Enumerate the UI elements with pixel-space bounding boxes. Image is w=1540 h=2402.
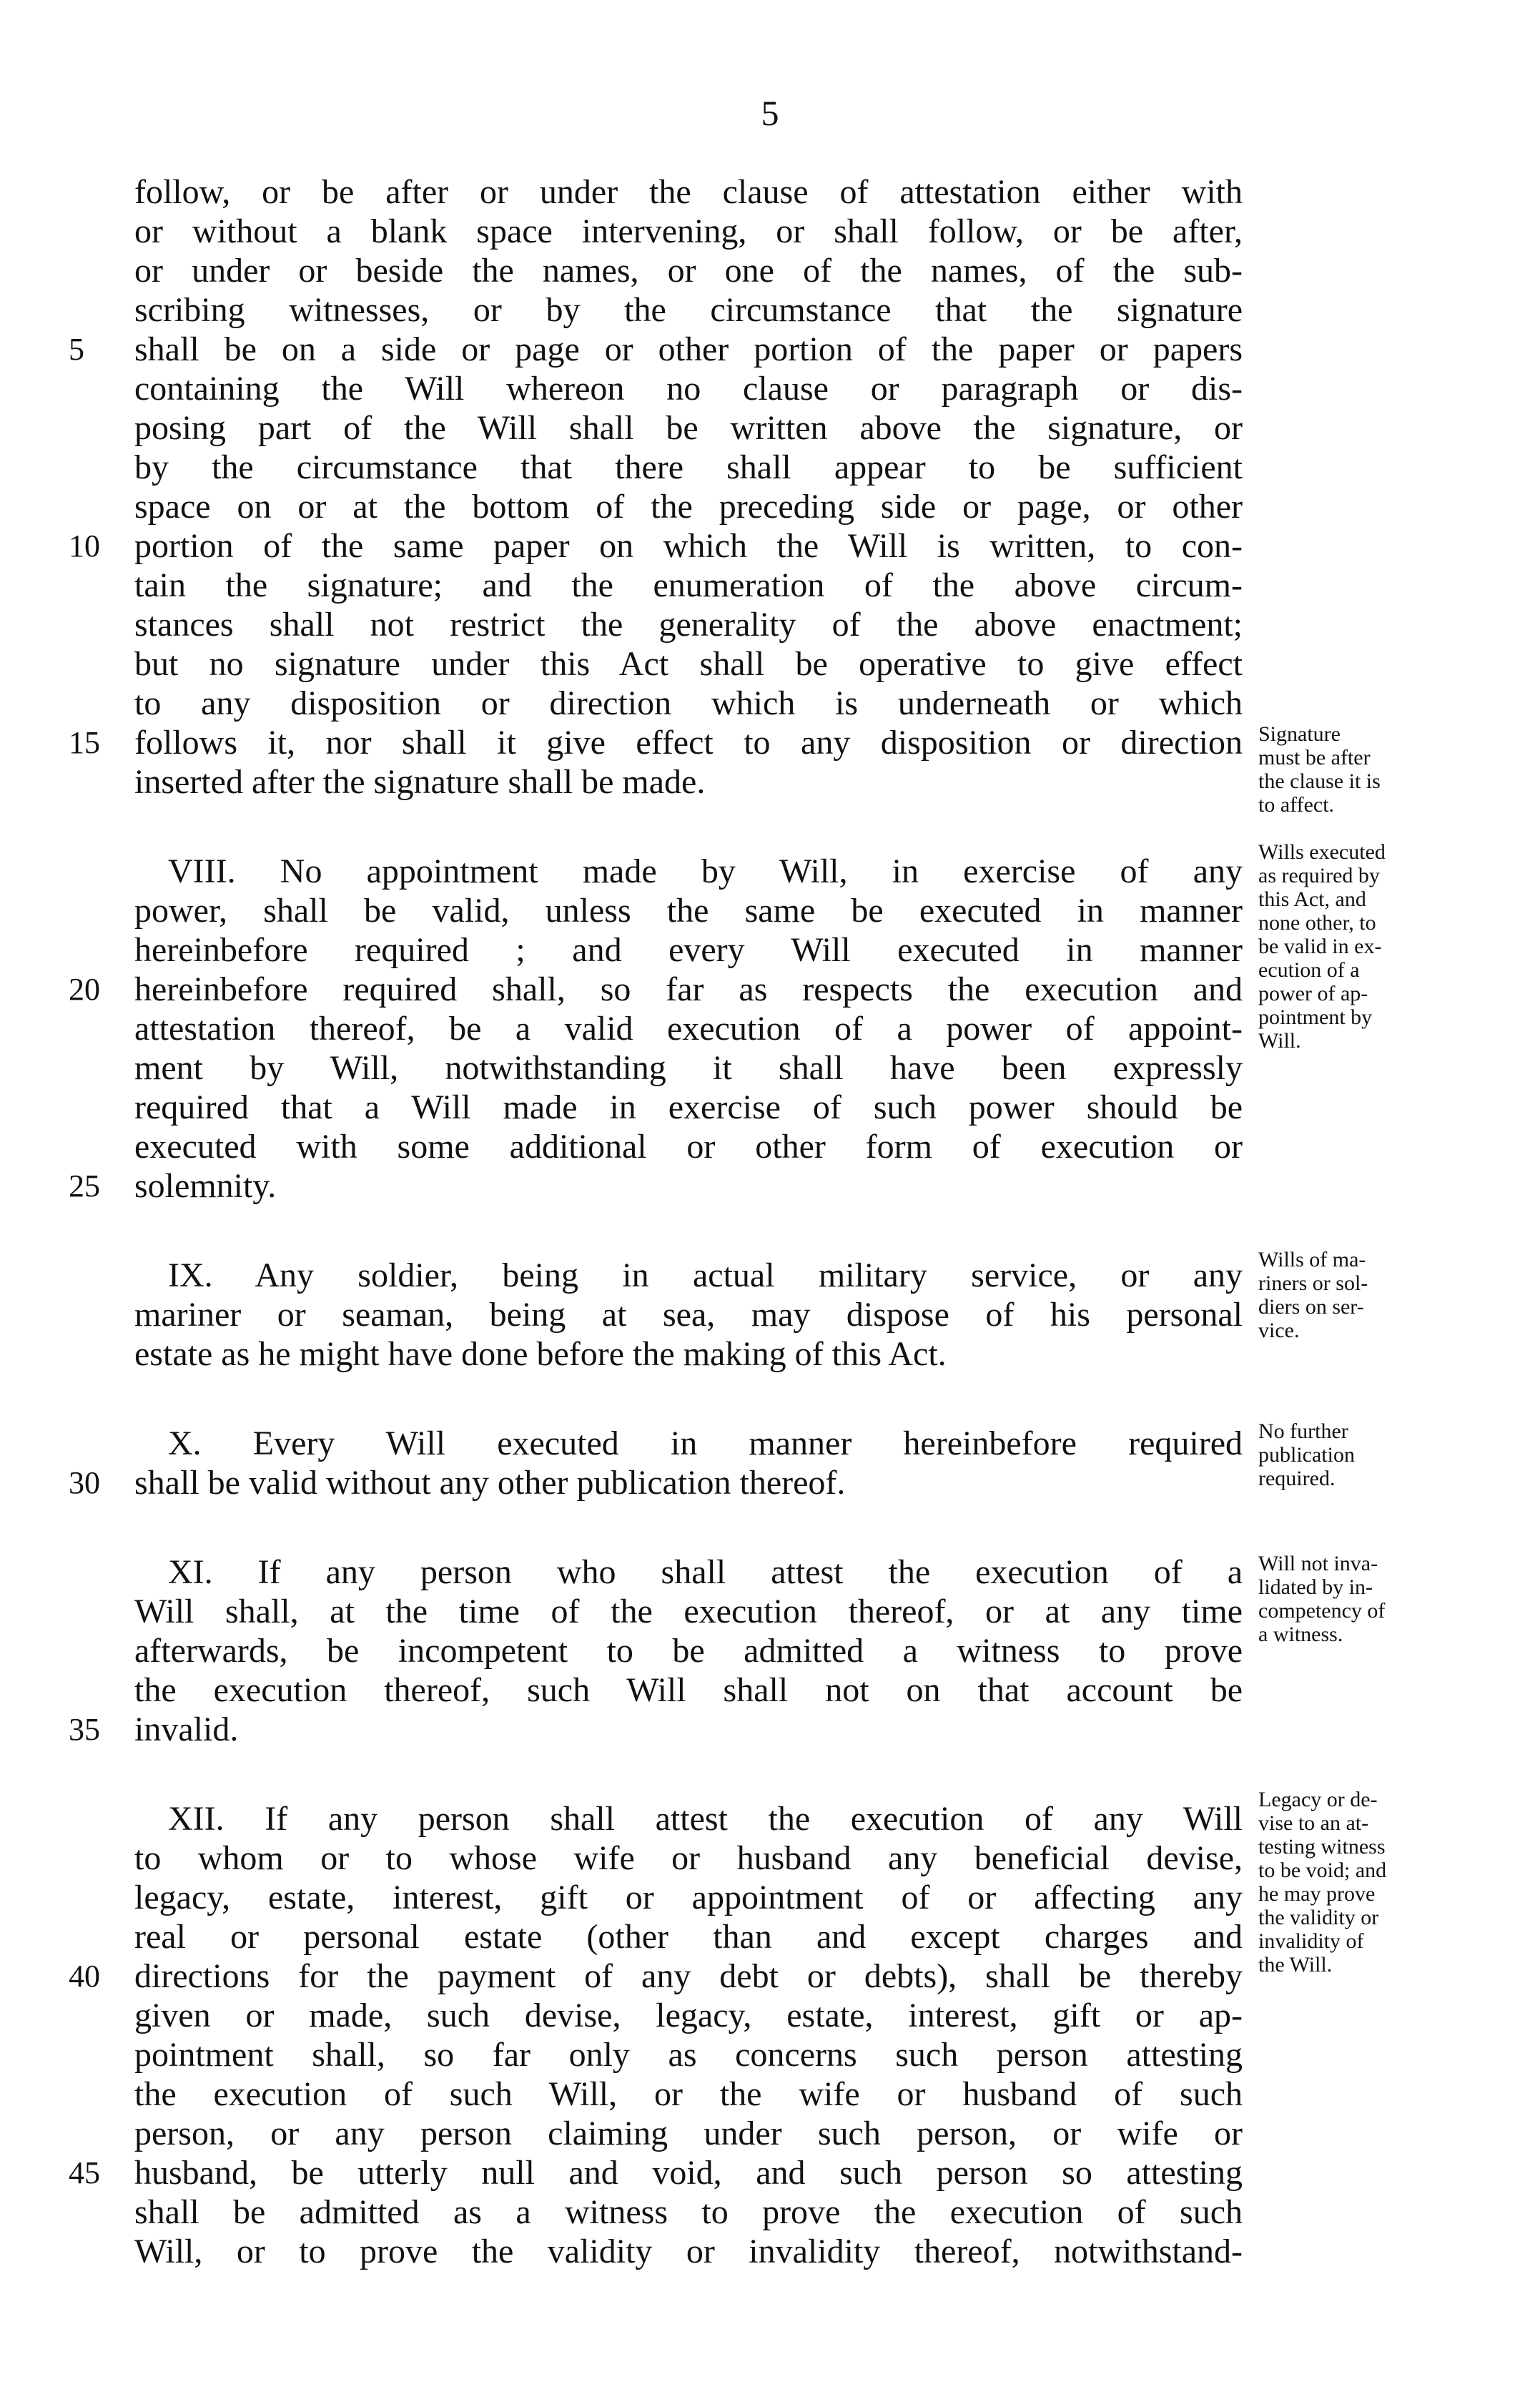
- margin-note: [1258, 722, 1473, 817]
- text-line: stances shall not restrict the generality of the above enactment;: [134, 606, 1243, 644]
- text-line: directions for the payment of any debt or debts), shall be thereby: [134, 1957, 1243, 1995]
- margin-note: [1258, 1788, 1473, 1977]
- text-line: follows it, nor shall it give effect to any disposition or direction: [134, 724, 1243, 762]
- margin-note-line: a witness.: [1258, 1623, 1343, 1646]
- text-line: shall be on a side or page or other portion of the paper or papers: [134, 330, 1243, 368]
- text-line: ment by Will, notwithstanding it shall have been expressly: [134, 1049, 1243, 1087]
- text-line: hereinbefore required shall, so far as respects the execution and: [134, 970, 1243, 1008]
- text-line: by the circumstance that there shall appear to be sufficient: [134, 448, 1243, 486]
- margin-note-line: No further: [1258, 1419, 1348, 1443]
- text-line: the execution thereof, such Will shall not on that account be: [134, 1671, 1243, 1709]
- text-line: estate as he might have done before the making of this Act.: [134, 1335, 947, 1373]
- text-line: space on or at the bottom of the preceding side or page, or other: [134, 488, 1243, 526]
- text-line: attestation thereof, be a valid execution of a power of appoint-: [134, 1010, 1243, 1048]
- text-line: XII. If any person shall attest the execution of any Will: [168, 1800, 1243, 1838]
- line-number: 10: [69, 528, 100, 563]
- text-line: invalid.: [134, 1711, 239, 1748]
- text-line: tain the signature; and the enumeration of the above circum-: [134, 566, 1243, 604]
- text-line: to any disposition or direction which is underneath or which: [134, 684, 1243, 722]
- text-line: Will, or to prove the validity or invalidity thereof, notwithstand-: [134, 2233, 1243, 2270]
- text-line: or without a blank space intervening, or shall follow, or be after,: [134, 212, 1243, 250]
- margin-note-line: be valid in ex-: [1258, 935, 1382, 958]
- line-number: 40: [69, 1959, 100, 1994]
- margin-note-line: as required by: [1258, 864, 1380, 887]
- text-line: IX. Any soldier, being in actual military service, or any: [168, 1256, 1243, 1294]
- line-number: 45: [69, 2155, 100, 2190]
- margin-note-line: must be after: [1258, 746, 1371, 769]
- margin-note-line: invalidity of: [1258, 1929, 1364, 1953]
- margin-note: [1258, 840, 1473, 1053]
- text-line: mariner or seaman, being at sea, may dispose of his personal: [134, 1296, 1243, 1334]
- margin-note-line: pointment by: [1258, 1005, 1373, 1029]
- text-line: given or made, such devise, legacy, estate, interest, gift or ap-: [134, 1997, 1243, 2034]
- margin-note-line: vise to an at-: [1258, 1811, 1369, 1835]
- margin-note-line: none other, to: [1258, 911, 1376, 935]
- margin-note-line: lidated by in-: [1258, 1575, 1373, 1599]
- page-number: 5: [761, 93, 779, 133]
- text-line: or under or beside the names, or one of the names, of the sub-: [134, 252, 1243, 290]
- margin-note-line: the clause it is: [1258, 769, 1381, 793]
- margin-note: [1258, 1248, 1473, 1342]
- margin-note-line: required.: [1258, 1467, 1336, 1490]
- line-number: 35: [69, 1712, 100, 1747]
- margin-note-line: to be void; and: [1258, 1859, 1387, 1882]
- line-number: 15: [69, 725, 100, 760]
- margin-note-line: Will not inva-: [1258, 1552, 1378, 1575]
- line-number: 5: [69, 332, 84, 367]
- margin-note-line: this Act, and: [1258, 887, 1366, 911]
- text-line: afterwards, be incompetent to be admitted a witness to prove: [134, 1632, 1243, 1670]
- text-line: scribing witnesses, or by the circumstance that the signature: [134, 291, 1243, 329]
- text-line: person, or any person claiming under such person, or wife or: [134, 2115, 1243, 2152]
- margin-note: [1258, 1552, 1473, 1646]
- text-line: VIII. No appointment made by Will, in exercise of any: [168, 852, 1243, 890]
- margin-note-line: ecution of a: [1258, 958, 1360, 982]
- margin-note-line: vice.: [1258, 1319, 1300, 1342]
- text-line: XI. If any person who shall attest the execution of a: [168, 1553, 1243, 1591]
- text-line: shall be valid without any other publication thereof.: [134, 1464, 846, 1502]
- text-line: X. Every Will executed in manner hereinbefore required: [168, 1424, 1243, 1462]
- text-line: to whom or to whose wife or husband any beneficial devise,: [134, 1839, 1243, 1877]
- text-line: inserted after the signature shall be made.: [134, 763, 706, 801]
- text-line: pointment shall, so far only as concerns such person attesting: [134, 2036, 1243, 2074]
- margin-note-line: competency of: [1258, 1599, 1386, 1623]
- margin-note-line: diers on ser-: [1258, 1295, 1364, 1319]
- margin-note-line: he may prove: [1258, 1882, 1376, 1906]
- margin-note-line: publication: [1258, 1443, 1355, 1467]
- margin-note: [1258, 1419, 1473, 1490]
- text-line: solemnity.: [134, 1167, 277, 1205]
- text-line: containing the Will whereon no clause or paragraph or dis-: [134, 370, 1243, 408]
- text-line: but no signature under this Act shall be operative to give effect: [134, 645, 1243, 683]
- text-line: follow, or be after or under the clause of attestation either with: [134, 173, 1243, 211]
- margin-note-line: testing witness: [1258, 1835, 1386, 1859]
- line-number: 20: [69, 972, 100, 1007]
- text-line: shall be admitted as a witness to prove the execution of such: [134, 2193, 1243, 2231]
- line-number: 25: [69, 1168, 100, 1204]
- margin-note-line: the validity or: [1258, 1906, 1379, 1929]
- text-line: posing part of the Will shall be written above the signature, or: [134, 409, 1243, 447]
- text-line: legacy, estate, interest, gift or appointment of or affecting any: [134, 1879, 1243, 1916]
- margin-note-line: Wills of ma-: [1258, 1248, 1366, 1271]
- line-number: 30: [69, 1465, 100, 1500]
- margin-note-line: power of ap-: [1258, 982, 1368, 1005]
- margin-note-line: Wills executed: [1258, 840, 1386, 864]
- margin-note-line: the Will.: [1258, 1953, 1333, 1977]
- text-line: portion of the same paper on which the Will is written, to con-: [134, 527, 1243, 565]
- margin-note-line: Will.: [1258, 1029, 1301, 1053]
- text-line: husband, be utterly null and void, and such person so attesting: [134, 2154, 1243, 2192]
- text-line: executed with some additional or other form of execution or: [134, 1128, 1243, 1166]
- text-line: the execution of such Will, or the wife or husband of such: [134, 2075, 1243, 2113]
- margin-note-line: Legacy or de-: [1258, 1788, 1378, 1811]
- text-line: real or personal estate (other than and except charges and: [134, 1918, 1243, 1956]
- text-line: Will shall, at the time of the execution thereof, or at any time: [134, 1593, 1243, 1630]
- text-line: power, shall be valid, unless the same be executed in manner: [134, 892, 1243, 930]
- text-line: hereinbefore required ; and every Will executed in manner: [134, 931, 1243, 969]
- margin-note-line: riners or sol-: [1258, 1271, 1368, 1295]
- margin-note-line: Signature: [1258, 722, 1341, 746]
- margin-note-line: to affect.: [1258, 793, 1335, 817]
- text-line: required that a Will made in exercise of such power should be: [134, 1088, 1243, 1126]
